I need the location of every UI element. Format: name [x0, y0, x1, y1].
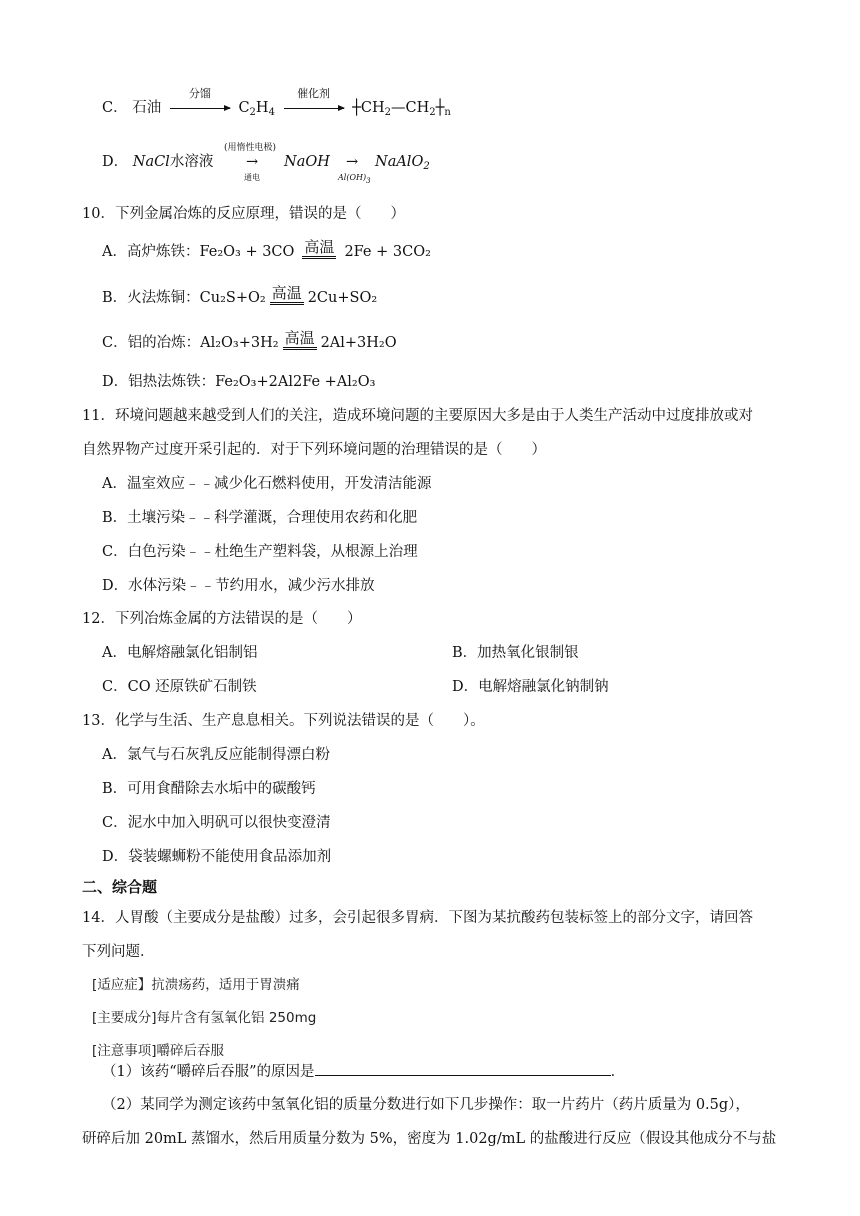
reaction-arrow: 催化剂 — [284, 98, 344, 118]
polymer-formula: $┼CH_2—CH_2┼_n$ — [352, 100, 451, 118]
q11-option-c: C．白色污染﹣﹣杜绝生产塑料袋，从根源上治理 — [102, 544, 418, 560]
product-naoh: NaOH — [284, 154, 330, 170]
q11-stem-line2: 自然界物产过度开采引起的．对于下列环境问题的治理错误的是（ ） — [82, 442, 546, 458]
section-heading: 二、综合题 — [82, 878, 158, 896]
product-naalo2: NaAlO$_2$ — [375, 154, 430, 172]
q13-option-b: B．可用食醋除去水垢中的碳酸钙 — [102, 781, 316, 797]
product-c2h4: $C_2H_4$ — [238, 100, 275, 118]
electrode-note: (用惰性电极) — [224, 143, 277, 153]
q14-stem-line1: 14．人胃酸（主要成分是盐酸）过多，会引起很多胃病．下图为某抗酸药包装标签上的部分文字，请回答 — [82, 910, 753, 926]
label-indication: [适应症】抗溃疡药，适用于胃溃痛 — [92, 977, 300, 993]
arrow-glyph: → — [246, 154, 259, 170]
q12-option-d: D．电解熔融氯化钠制钠 — [452, 679, 609, 695]
q13-stem: 13．化学与生活、生产息息相关。下列说法错误的是（ ）。 — [82, 713, 485, 729]
q11-stem-line1: 11．环境问题越来越受到人们的关注，造成环境问题的主要原因大多是由于人类生产活动中过度排放或对 — [82, 408, 753, 424]
q12-stem: 12．下列冶炼金属的方法错误的是（ ） — [82, 611, 362, 627]
q12-option-a: A．电解熔融氯化铝制铝 — [102, 645, 258, 661]
q9-option-c — [102, 87, 451, 118]
label-caution: [注意事项]嚼碎后吞服 — [92, 1043, 225, 1059]
condition-electrolysis: 通电 — [244, 173, 260, 182]
q10-option-b: B．火法炼铜：Cu₂S+O₂ 高温 2Cu+SO₂ — [102, 284, 378, 306]
condition-high-temp: 高温 — [270, 285, 304, 305]
q10-stem: 10．下列金属冶炼的反应原理，错误的是（ ） — [82, 206, 405, 222]
q10-option-d: D．铝热法炼铁：Fe₂O₃+2Al2Fe +Al₂O₃ — [102, 374, 376, 390]
arrow-glyph: → — [346, 154, 359, 170]
label-ingredient: [主要成分]每片含有氢氧化铝 250mg — [92, 1010, 317, 1026]
q14-part2-line2: 研碎后加 20mL 蒸馏水，然后用质量分数为 5%，密度为 1.02g/mL 的盐酸进行反应（假设其他成分不与盐 — [82, 1131, 777, 1147]
q10-option-c: C．铝的冶炼：Al₂O₃+3H₂ 高温 2Al+3H₂O — [102, 329, 397, 351]
reaction-arrow: 分馏 — [170, 98, 230, 118]
option-letter: C． — [102, 100, 128, 116]
q11-option-a: A．温室效应﹣﹣减少化石燃料使用，开发清洁能源 — [102, 476, 432, 492]
reactant: 石油 — [132, 100, 162, 116]
condition-high-temp: 高温 — [302, 239, 336, 259]
q14-stem-line2: 下列问题． — [82, 944, 155, 960]
q13-option-c: C．泥水中加入明矾可以很快变澄清 — [102, 815, 331, 831]
q14-part2-line1: （2）某同学为测定该药中氢氧化铝的质量分数进行如下几步操作：取一片药片（药片质量为 0.5g）， — [102, 1097, 750, 1113]
answer-blank[interactable] — [315, 1061, 611, 1076]
q11-option-b: B．土壤污染﹣﹣科学灌溉，合理使用农药和化肥 — [102, 510, 418, 526]
condition-high-temp: 高温 — [283, 330, 317, 350]
q12-option-b: B．加热氧化银制银 — [452, 645, 579, 661]
q10-option-a: A．高炉炼铁：Fe₂O₃ + 3CO 高温 2Fe + 3CO₂ — [102, 238, 431, 260]
option-letter: D． — [102, 154, 129, 170]
q14-part1: （1）该药“嚼碎后吞服”的原因是 ． — [102, 1061, 625, 1082]
q12-option-c: C．CO 还原铁矿石制铁 — [102, 679, 257, 695]
q13-option-d: D．袋装螺蛳粉不能使用食品添加剂 — [102, 849, 332, 865]
reagent-aloh3: $Al(OH)_3$ — [338, 173, 371, 185]
q13-option-a: A．氯气与石灰乳反应能制得漂白粉 — [102, 747, 330, 763]
q11-option-d: D．水体污染﹣﹣节约用水，减少污水排放 — [102, 578, 375, 594]
q9-option-d: D． NaCl水溶液 — [102, 154, 214, 170]
